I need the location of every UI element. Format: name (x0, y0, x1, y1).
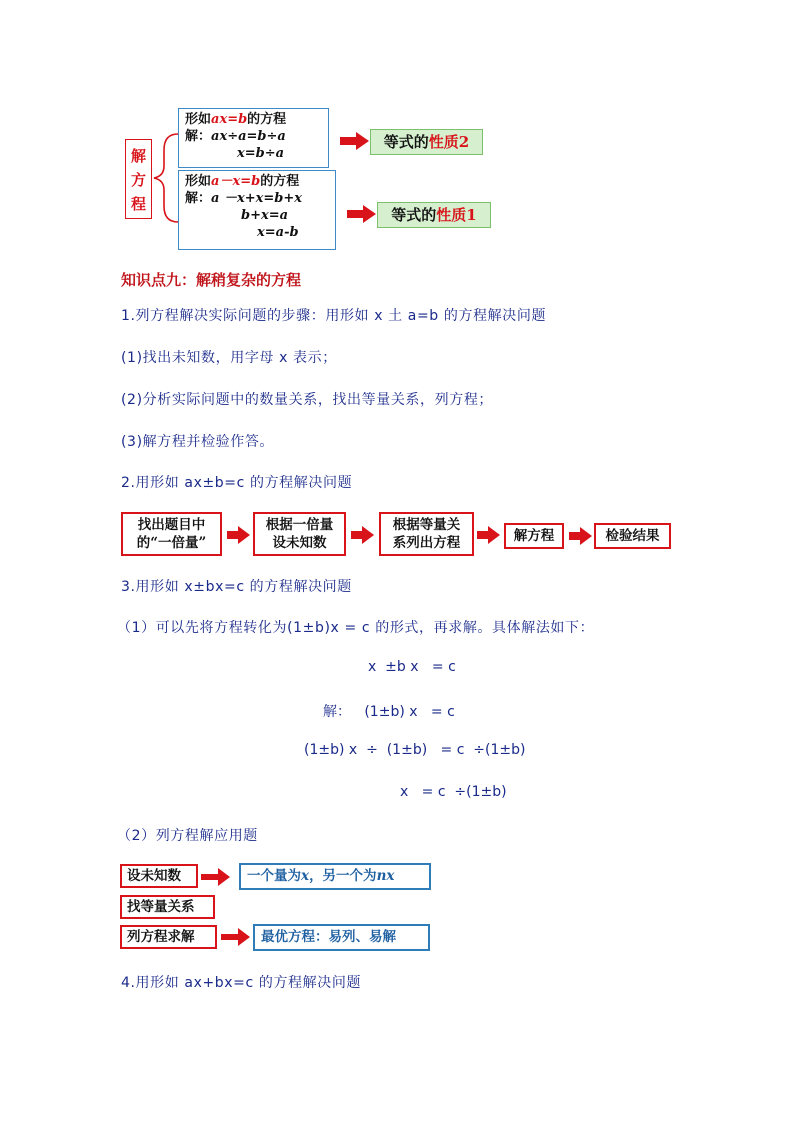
sub-item-2: （2）列方程解应用题 (117, 828, 258, 844)
step-2: (2)分析实际问题中的数量关系，找出等量关系，列方程； (121, 392, 494, 408)
arrow-right-icon (227, 526, 251, 544)
set-unknown-box: 设未知数 (120, 864, 198, 888)
flow-step: 检验结果 (594, 523, 671, 549)
paragraph-3: 3.用形如 x±bx=c 的方程解决问题 (121, 579, 352, 595)
unknown-definition-box: 一个量为x，另一个为nx (239, 863, 431, 890)
section-heading: 知识点九：解稍复杂的方程 (121, 271, 302, 289)
arrow-right-icon (569, 527, 593, 545)
equation-line: (1±b) x ÷ (1±b) = c ÷(1±b) (304, 742, 526, 758)
paragraph-1: 1.列方程解决实际问题的步骤：用形如 x 土 a=b 的方程解决问题 (121, 308, 547, 324)
arrow-right-icon (347, 205, 377, 223)
step-1: (1)找出未知数，用字母 x 表示； (121, 350, 337, 366)
step-3: (3)解方程并检验作答。 (121, 434, 275, 450)
equation-line: 解： (1±b) x = c (323, 704, 455, 720)
paragraph-4: 4.用形如 ax+bx=c 的方程解决问题 (121, 975, 362, 991)
arrow-right-icon (201, 868, 231, 886)
flow-step: 找出题目中 的“一倍量” (121, 512, 222, 556)
arrow-right-icon (477, 526, 501, 544)
write-solve-box: 列方程求解 (120, 925, 217, 949)
flow-step: 根据一倍量 设未知数 (253, 512, 346, 556)
property-2-box: 等式的性质2 (370, 129, 483, 155)
form-ax-b-box: 形如ax=b的方程 解：ax÷a=b÷a x=b÷a (178, 108, 329, 168)
arrow-right-icon (340, 132, 370, 150)
brace-icon (150, 128, 180, 228)
equation-line: x ±b x = c (368, 659, 456, 675)
best-equation-box: 最优方程：易列、易解 (253, 924, 430, 951)
flow-step: 根据等量关 系列出方程 (379, 512, 474, 556)
solve-equation-label: 解 方 程 (125, 139, 152, 219)
flow-step: 解方程 (504, 523, 564, 549)
find-relation-box: 找等量关系 (120, 895, 215, 919)
property-1-box: 等式的性质1 (377, 202, 491, 228)
equation-line: x = c ÷(1±b) (400, 784, 507, 800)
arrow-right-icon (221, 928, 251, 946)
paragraph-2: 2.用形如 ax±b=c 的方程解决问题 (121, 475, 353, 491)
form-a-minus-x-box: 形如a－x=b的方程 解：a －x+x=b+x b+x=a x=a-b (178, 170, 336, 250)
sub-item-1: （1）可以先将方程转化为(1±b)x = c 的形式，再求解。具体解法如下： (117, 620, 595, 636)
arrow-right-icon (351, 526, 375, 544)
